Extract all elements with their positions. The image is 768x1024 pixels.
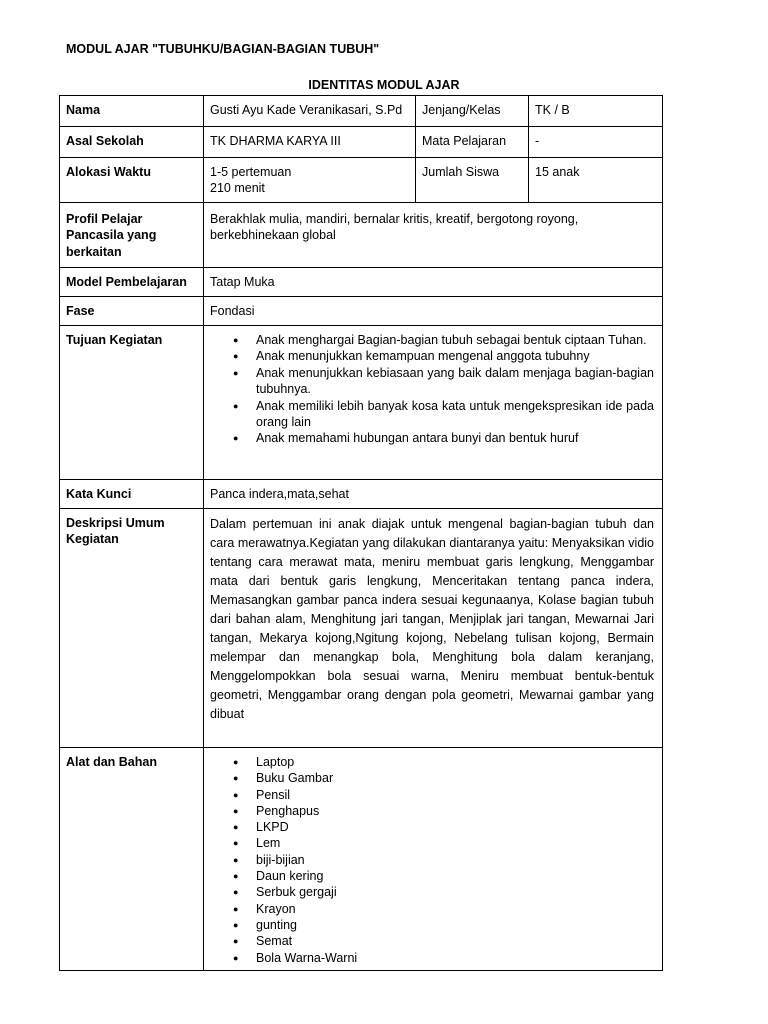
table-row [60,268,663,297]
mapel-value: - [529,127,663,158]
mapel-label: Mata Pelajaran [416,127,529,158]
list-item: ● Serbuk gergaji [210,884,656,900]
table-row [60,96,663,127]
profil-label: Profil Pelajar Pancasila yang berkaitan [60,203,204,268]
tujuan-label: Tujuan Kegiatan [60,326,204,480]
table-row [60,748,663,971]
list-item: ● Pensil [210,787,656,803]
table-row [60,297,663,326]
list-item: ● Anak menunjukkan kebiasaan yang baik dalam menjaga bagian-bagian tubuhnya. [210,365,656,398]
list-item: ● Anak memiliki lebih banyak kosa kata untuk mengekspresikan ide pada orang lain [210,398,656,431]
fase-value: Fondasi [204,297,663,326]
list-item: ● Semat [210,933,656,949]
tujuan-value [204,326,663,480]
list-item: ● Daun kering [210,868,656,884]
sekolah-label: Asal Sekolah [60,127,204,158]
model-label: Model Pembelajaran [60,268,204,297]
alat-value [204,748,663,971]
nama-label: Nama [60,96,204,127]
deskripsi-label: Deskripsi Umum Kegiatan [60,509,204,748]
jumlah-label: Jumlah Siswa [416,158,529,203]
model-value: Tatap Muka [204,268,663,297]
alokasi-line-2: 210 menit [210,181,265,196]
document-title: MODUL AJAR "TUBUHKU/BAGIAN-BAGIAN TUBUH" [66,42,380,56]
identity-table [59,95,663,971]
jenjang-label: Jenjang/Kelas [416,96,529,127]
tujuan-list [210,332,656,447]
deskripsi-value: Dalam pertemuan ini anak diajak untuk mengenal bagian-bagian tubuh dan cara merawatnya.Kegiatan yang dilakukan diantaranya yaitu: Menyaksikan vidio tentang cara merawat mata, meniru membuat garis lengkung, Menggambar mata dari bentuk garis lengkung, Menceritakan tentang panca indera, Memasangkan gambar panca indera sesuai kegunaanya, Kolase bagian tubuh dari bahan alam, Menghitung jari tangan, Menjiplak jari tangan, Mewarnai Jari tangan, Mekarya kojong,Ngitung kojong, Nebelang tulisan kojong, Bermain melempar dan menangkap bola, Menghitung bola dalam keranjang, Menggelompokkan bola sesuai warna, Meniru membuat bentuk-bentuk geometri, Menggambar orang dengan pola geometri, Mewarnai gambar yang dibuat [210,517,654,721]
list-item: ● biji-bijian [210,852,656,868]
kata-value: Panca indera,mata,sehat [204,480,663,509]
profil-value: Berakhlak mulia, mandiri, bernalar kritis, kreatif, bergotong royong, berkebhinekaan global [204,203,663,268]
list-item: ● LKPD [210,819,656,835]
nama-value: Gusti Ayu Kade Veranikasari, S.Pd [204,96,416,127]
table-row [60,158,663,203]
deskripsi-cell [204,509,663,748]
sekolah-value: TK DHARMA KARYA III [204,127,416,158]
list-item: ● Anak memahami hubungan antara bunyi dan bentuk huruf [210,430,656,446]
alat-label: Alat dan Bahan [60,748,204,971]
alokasi-line-1: 1-5 pertemuan [210,165,292,179]
fase-label: Fase [60,297,204,326]
list-item: ● Anak menunjukkan kemampuan mengenal anggota tubuhny [210,348,656,364]
section-title: IDENTITAS MODUL AJAR [308,78,460,92]
alat-list [210,754,656,966]
alokasi-label: Alokasi Waktu [60,158,204,203]
table-row [60,480,663,509]
list-item: ● Bola Warna-Warni [210,950,656,966]
list-item: ● Buku Gambar [210,770,656,786]
jenjang-value: TK / B [529,96,663,127]
table-row [60,203,663,268]
table-row [60,509,663,748]
jumlah-value: 15 anak [529,158,663,203]
list-item: ● Anak menghargai Bagian-bagian tubuh sebagai bentuk ciptaan Tuhan. [210,332,656,348]
list-item: ● Lem [210,835,656,851]
kata-label: Kata Kunci [60,480,204,509]
list-item: ● Penghapus [210,803,656,819]
alokasi-value [204,158,416,203]
list-item: ● Laptop [210,754,656,770]
list-item: ● Krayon [210,901,656,917]
list-item: ● gunting [210,917,656,933]
table-row [60,127,663,158]
table-row [60,326,663,480]
